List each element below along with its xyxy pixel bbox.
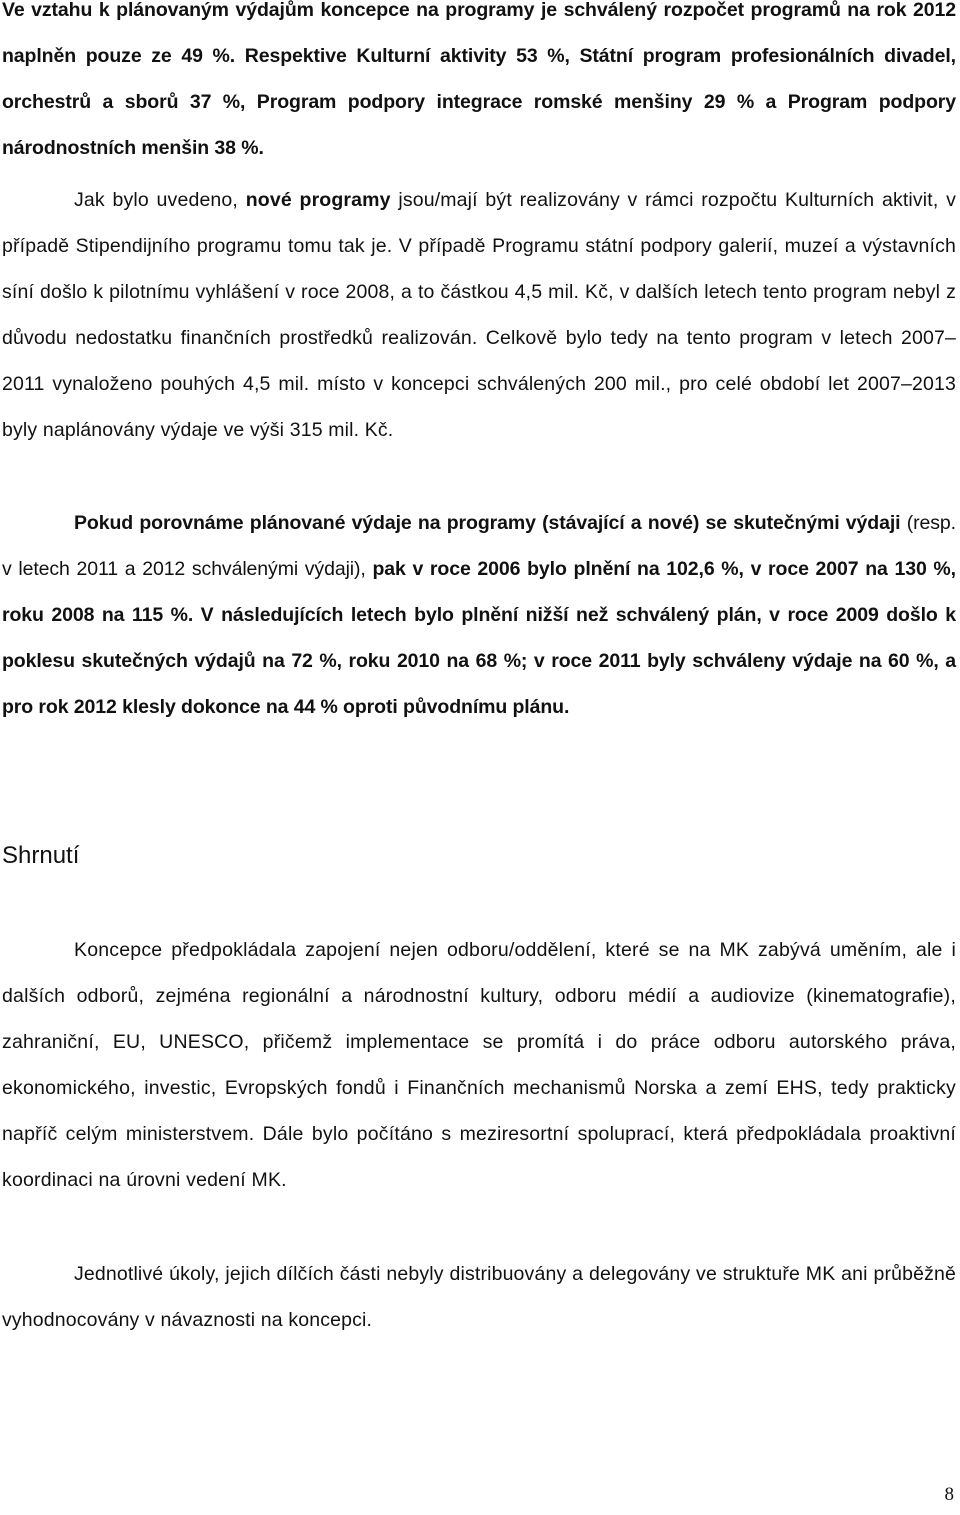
paragraph-new-programs [2,177,956,453]
paragraph-budget-fulfillment: Ve vztahu k plánovaným výdajům koncepce na programy je schválený rozpočet programů na rok 2012 naplněn pouze ze 49 %. Respektive Kulturní aktivity 53 %, Státní program profesionálních divadel, orchestrů a sborů 37 %, Program podpory integrace romské menšiny 29 % a Program podpory národnostních menšin 38 %. [2,0,956,159]
section-heading-summary: Shrnutí [2,842,80,869]
text-segment-bold: nové programy [245,189,391,211]
paragraph-summary-tasks: Jednotlivé úkoly, jejich dílčích části nebyly distribuovány a delegovány ve struktuře MK ani průběžně vyhodnocovány v návaznosti na koncepci. [2,1263,956,1331]
text-segment-bold: Pokud porovnáme plánované výdaje na programy (stávající a nové) se skutečnými výdaji [74,512,901,534]
paragraph-spending-comparison [2,500,956,730]
text-segment: Jak bylo uvedeno, [74,189,246,211]
page-number: 8 [944,1484,954,1505]
paragraph-summary-concept: Koncepce předpokládala zapojení nejen odboru/oddělení, které se na MK zabývá uměním, ale i dalších odborů, zejména regionální a národnostní kultury, odboru médií a audiovize (kinematografie), zahraniční, EU, UNESCO, přičemž implementace se promítá i do práce odboru autorského práva, ekonomického, investic, Evropských fondů i Finančních mechanismů Norska a zemí EHS, tedy prakticky napříč celým ministerstvem. Dále bylo počítáno s meziresortní spoluprací, která předpokládala proaktivní koordinaci na úrovni vedení MK. [2,939,956,1191]
text-segment-bold: pak v roce 2006 bylo plnění na 102,6 %, v roce 2007 na 130 %, roku 2008 na 115 %. V následujících letech bylo plnění nižší než schválený plán, v roce 2009 došlo k poklesu skutečných výdajů na 72 %, roku 2010 na 68 %; v roce 2011 byly schváleny výdaje na 60 %, a pro rok 2012 klesly dokonce na 44 % oproti původnímu plánu. [2,558,956,718]
text-segment: jsou/mají být realizovány v rámci rozpočtu Kulturních aktivit, v případě Stipendijního programu tomu tak je. V případě Programu státní podpory galerií, muzeí a výstavních síní došlo k pilotnímu vyhlášení v roce 2008, a to částkou 4,5 mil. Kč, v dalších letech tento program nebyl z důvodu nedostatku finančních prostředků realizován. Celkově bylo tedy na tento program v letech 2007–2011 vynaloženo pouhých 4,5 mil. místo v koncepci schválených 200 mil., pro celé období let 2007–2013 byly naplánovány výdaje ve výši 315 mil. Kč. [2,189,957,441]
text-segment: (resp. v letech 2011 a 2012 schválenými výdaji), [2,512,956,580]
